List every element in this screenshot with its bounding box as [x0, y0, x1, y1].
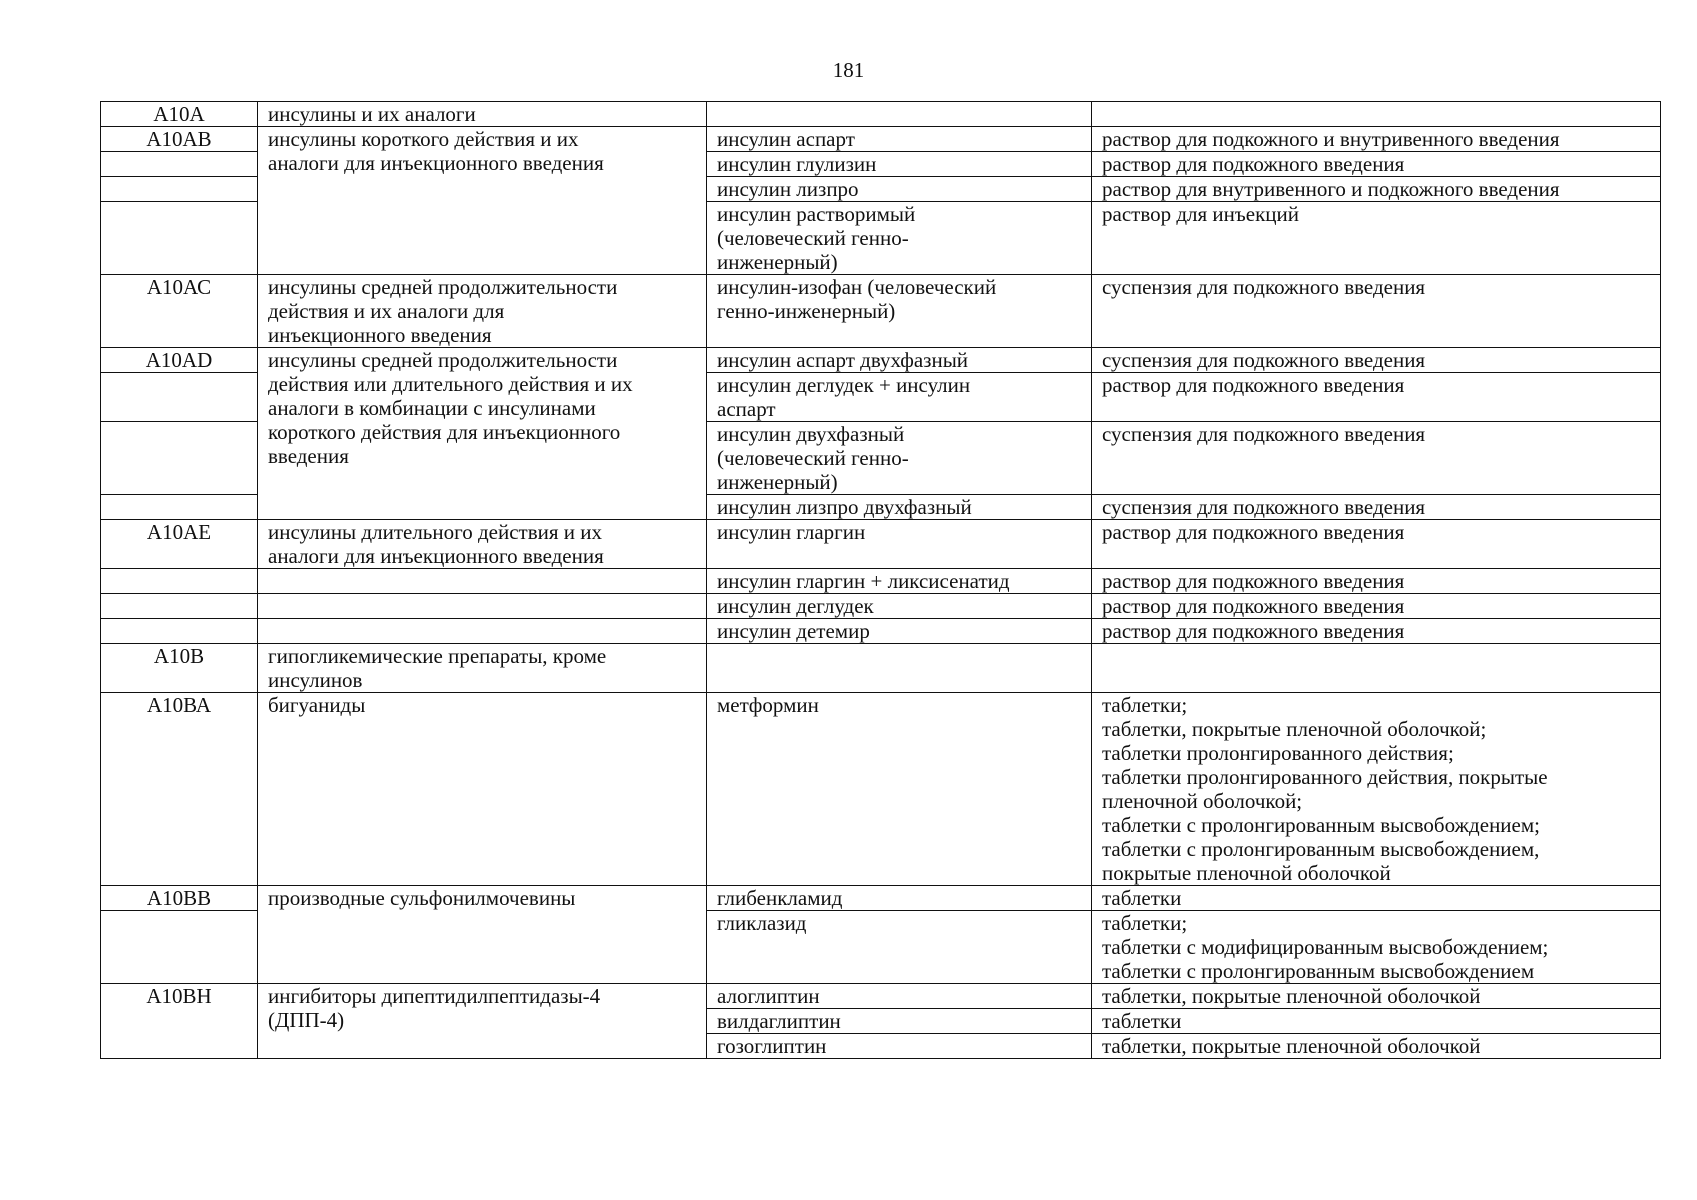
form-cell [1092, 569, 1661, 594]
drug-line: (человеческий генно- [717, 226, 909, 250]
form-line: суспензия для подкожного введения [1102, 275, 1426, 299]
page-number: 181 [832, 58, 865, 82]
table-row [101, 984, 1661, 1009]
form-line: таблетки пролонгированного действия, покрытые [1102, 765, 1548, 789]
drug-cell [707, 911, 1092, 984]
form-line [1102, 644, 1650, 668]
drug-line [717, 102, 1081, 126]
form-line: раствор для подкожного введения [1102, 152, 1405, 176]
atc-code: А10В [153, 644, 205, 668]
atc-code-cell [101, 177, 258, 202]
group-cell [258, 886, 707, 984]
drug-cell [707, 693, 1092, 886]
drug-line: (человеческий генно- [717, 446, 909, 470]
group-cell [258, 569, 707, 594]
group-line: действия или длительного действия и их [268, 372, 633, 396]
atc-code [105, 569, 253, 593]
form-cell [1092, 348, 1661, 373]
group-line: гипогликемические препараты, кроме [268, 644, 607, 668]
atc-code [105, 422, 253, 446]
group-line: инсулины средней продолжительности [268, 348, 618, 372]
form-line: пленочной оболочкой; [1102, 789, 1303, 813]
atc-code [105, 911, 253, 935]
table-row [101, 102, 1661, 127]
group-line: инсулины средней продолжительности [268, 275, 618, 299]
table-row [101, 886, 1661, 911]
group-line: короткого действия для инъекционного [268, 420, 621, 444]
form-line: таблетки, покрытые пленочной оболочкой [1102, 1034, 1481, 1058]
group-line: инсулины длительного действия и их [268, 520, 602, 544]
form-cell [1092, 1009, 1661, 1034]
group-line: бигуаниды [268, 693, 366, 717]
group-line: ингибиторы дипептидилпептидазы-4 [268, 984, 601, 1008]
form-cell [1092, 152, 1661, 177]
drug-line: инсулин детемир [717, 619, 870, 643]
atc-code: А10А [153, 102, 205, 126]
group-line: производные сульфонилмочевины [268, 886, 576, 910]
drug-cell [707, 495, 1092, 520]
table-row [101, 127, 1661, 152]
atc-code [105, 619, 253, 643]
table-row [101, 275, 1661, 348]
atc-code-cell [101, 911, 258, 984]
form-cell [1092, 495, 1661, 520]
form-cell [1092, 422, 1661, 495]
drug-cell [707, 102, 1092, 127]
group-line: инсулины и их аналоги [268, 102, 476, 126]
drug-line: генно-инженерный) [717, 299, 896, 323]
group-line: введения [268, 444, 349, 468]
form-line: раствор для инъекций [1102, 202, 1299, 226]
drug-cell [707, 1009, 1092, 1034]
drug-cell [707, 619, 1092, 644]
drug-line: инсулин лизпро двухфазный [717, 495, 972, 519]
form-line: таблетки, покрытые пленочной оболочкой [1102, 984, 1481, 1008]
form-cell [1092, 102, 1661, 127]
group-line [268, 569, 696, 593]
table-row [101, 619, 1661, 644]
atc-code-cell [101, 348, 258, 373]
form-cell [1092, 202, 1661, 275]
form-cell [1092, 644, 1661, 693]
atc-code-cell [101, 886, 258, 911]
group-cell [258, 619, 707, 644]
form-line: таблетки с пролонгированным высвобождением [1102, 959, 1535, 983]
drug-line: метформин [717, 693, 819, 717]
form-cell [1092, 984, 1661, 1009]
form-line: раствор для подкожного введения [1102, 594, 1405, 618]
atc-code: А10ВА [146, 693, 211, 717]
group-cell [258, 984, 707, 1059]
atc-code-cell [101, 644, 258, 693]
form-line: таблетки; [1102, 911, 1188, 935]
drug-line: алоглиптин [717, 984, 820, 1008]
drug-cell [707, 594, 1092, 619]
form-line: таблетки с пролонгированным высвобождением, [1102, 837, 1540, 861]
table-row [101, 644, 1661, 693]
drug-cell [707, 348, 1092, 373]
form-cell [1092, 886, 1661, 911]
atc-code [105, 594, 253, 618]
group-cell [258, 348, 707, 520]
form-line: раствор для подкожного введения [1102, 373, 1405, 397]
atc-code [105, 495, 253, 519]
drug-cell [707, 152, 1092, 177]
group-cell [258, 102, 707, 127]
group-line: инъекционного введения [268, 323, 492, 347]
form-cell [1092, 373, 1661, 422]
drug-line: инсулин деглудек + инсулин [717, 373, 971, 397]
drug-line: инсулин гларгин + ликсисенатид [717, 569, 1010, 593]
form-line: раствор для внутривенного и подкожного введения [1102, 177, 1560, 201]
table-row [101, 594, 1661, 619]
form-cell [1092, 594, 1661, 619]
atc-code-cell [101, 275, 258, 348]
drug-line: инсулин аспарт двухфазный [717, 348, 969, 372]
drug-line: инсулин аспарт [717, 127, 855, 151]
drug-cell [707, 275, 1092, 348]
atc-code: А10АС [146, 275, 212, 299]
group-line: аналоги для инъекционного введения [268, 151, 604, 175]
drug-line: аспарт [717, 397, 776, 421]
atc-code-cell [101, 152, 258, 177]
drug-line: инженерный) [717, 470, 838, 494]
group-line: инсулинов [268, 668, 363, 692]
table-row [101, 693, 1661, 886]
atc-code-cell [101, 495, 258, 520]
form-line: таблетки с пролонгированным высвобождением; [1102, 813, 1540, 837]
atc-code-cell [101, 102, 258, 127]
atc-code [105, 202, 253, 226]
group-line: инсулины короткого действия и их [268, 127, 579, 151]
drug-line: инсулин двухфазный [717, 422, 905, 446]
atc-code-cell [101, 984, 258, 1059]
group-line: аналоги для инъекционного введения [268, 544, 604, 568]
drug-cell [707, 984, 1092, 1009]
table-row [101, 348, 1661, 373]
group-cell [258, 275, 707, 348]
table-row [101, 520, 1661, 569]
form-line [1102, 102, 1650, 126]
atc-code-cell [101, 520, 258, 569]
form-cell [1092, 911, 1661, 984]
atc-code-cell [101, 619, 258, 644]
group-line [268, 594, 696, 618]
drug-cell [707, 127, 1092, 152]
drug-line: инсулин растворимый [717, 202, 916, 226]
drug-line: инсулин гларгин [717, 520, 866, 544]
form-line: раствор для подкожного введения [1102, 619, 1405, 643]
group-cell [258, 520, 707, 569]
form-line: суспензия для подкожного введения [1102, 422, 1426, 446]
atc-code-cell [101, 202, 258, 275]
table-row [101, 569, 1661, 594]
drug-cell [707, 202, 1092, 275]
atc-code: А10АВ [146, 127, 212, 151]
atc-code-cell [101, 422, 258, 495]
form-line: таблетки пролонгированного действия; [1102, 741, 1454, 765]
drug-line: инсулин-изофан (человеческий [717, 275, 997, 299]
atc-code-cell [101, 693, 258, 886]
drug-line: гликлазид [717, 911, 807, 935]
atc-code [105, 373, 253, 397]
atc-code [105, 152, 253, 176]
atc-code [105, 177, 253, 201]
form-line: суспензия для подкожного введения [1102, 348, 1426, 372]
drug-cell [707, 1034, 1092, 1059]
drug-cell [707, 644, 1092, 693]
form-cell [1092, 177, 1661, 202]
form-cell [1092, 127, 1661, 152]
drug-line: инсулин лизпро [717, 177, 859, 201]
form-cell [1092, 275, 1661, 348]
form-line: раствор для подкожного введения [1102, 520, 1405, 544]
group-cell [258, 127, 707, 275]
drug-line: вилдаглиптин [717, 1009, 841, 1033]
drug-line [717, 644, 1081, 668]
form-line: таблетки; [1102, 693, 1188, 717]
drug-line: инсулин глулизин [717, 152, 877, 176]
drug-line: инженерный) [717, 250, 838, 274]
group-cell [258, 693, 707, 886]
drug-cell [707, 520, 1092, 569]
form-cell [1092, 619, 1661, 644]
form-line: покрытые пленочной оболочкой [1102, 861, 1391, 885]
drug-line: глибенкламид [717, 886, 843, 910]
form-line: раствор для подкожного и внутривенного введения [1102, 127, 1560, 151]
atc-code-cell [101, 127, 258, 152]
drug-cell [707, 886, 1092, 911]
drug-line: инсулин деглудек [717, 594, 874, 618]
group-cell [258, 644, 707, 693]
drug-cell [707, 569, 1092, 594]
group-cell [258, 594, 707, 619]
drug-cell [707, 177, 1092, 202]
form-line: таблетки с модифицированным высвобождением; [1102, 935, 1549, 959]
atc-code: А10ВН [146, 984, 212, 1008]
group-line: действия и их аналоги для [268, 299, 505, 323]
drug-table [100, 101, 1661, 1059]
group-line: (ДПП-4) [268, 1008, 345, 1032]
form-cell [1092, 1034, 1661, 1059]
form-cell [1092, 693, 1661, 886]
form-line: раствор для подкожного введения [1102, 569, 1405, 593]
atc-code: А10AD [145, 348, 213, 372]
drug-cell [707, 373, 1092, 422]
form-line: таблетки [1102, 886, 1182, 910]
form-line: таблетки [1102, 1009, 1182, 1033]
drug-cell [707, 422, 1092, 495]
atc-code: А10ВВ [146, 886, 212, 910]
form-cell [1092, 520, 1661, 569]
atc-code-cell [101, 373, 258, 422]
group-line: аналоги в комбинации с инсулинами [268, 396, 596, 420]
atc-code-cell [101, 594, 258, 619]
drug-line: гозоглиптин [717, 1034, 827, 1058]
atc-code: А10АЕ [146, 520, 212, 544]
form-line: таблетки, покрытые пленочной оболочкой; [1102, 717, 1487, 741]
atc-code-cell [101, 569, 258, 594]
form-line: суспензия для подкожного введения [1102, 495, 1426, 519]
group-line [268, 619, 696, 643]
